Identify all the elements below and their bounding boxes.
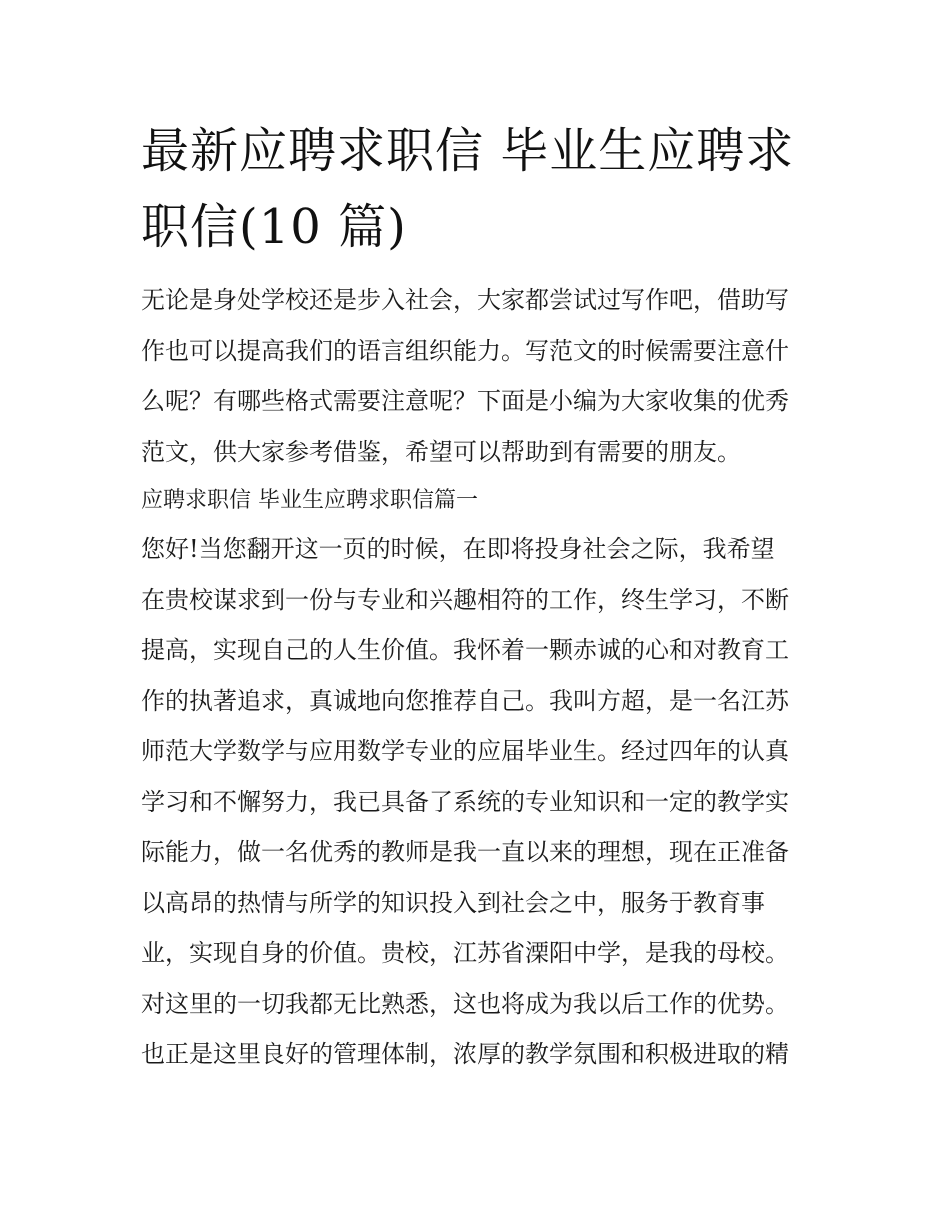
body-line: 以高昂的热情与所学的知识投入到社会之中，服务于教育事 bbox=[141, 888, 765, 917]
body-line: 在贵校谋求到一份与专业和兴趣相符的工作，终生学习，不断 bbox=[141, 585, 789, 614]
title-line: 职信(10 篇) bbox=[141, 199, 407, 255]
body-line: 提高，实现自己的人生价值。我怀着一颗赤诚的心和对教育工 bbox=[141, 636, 789, 664]
title-line: 最新应聘求职信 毕业生应聘求 bbox=[141, 123, 795, 179]
body-line: 您好!当您翻开这一页的时候，在即将投身社会之际，我希望 bbox=[141, 535, 775, 563]
intro-line: 作也可以提高我们的语言组织能力。写范文的时候需要注意什 bbox=[141, 336, 789, 365]
body-line: 师范大学数学与应用数学专业的应届毕业生。经过四年的认真 bbox=[141, 737, 789, 765]
body-line: 际能力，做一名优秀的教师是我一直以来的理想，现在正准备 bbox=[141, 838, 789, 866]
body-line: 作的执著追求，真诚地向您推荐自己。我叫方超，是一名江苏 bbox=[141, 686, 789, 715]
body-line: 业，实现自身的价值。贵校，江苏省溧阳中学，是我的母校。 bbox=[141, 939, 789, 967]
intro-paragraph bbox=[141, 275, 811, 477]
intro-line: 范文，供大家参考借鉴，希望可以帮助到有需要的朋友。 bbox=[141, 437, 741, 466]
body-line: 对这里的一切我都无比熟悉，这也将成为我以后工作的优势。 bbox=[141, 989, 789, 1018]
document-title bbox=[141, 113, 811, 265]
intro-line: 无论是身处学校还是步入社会，大家都尝试过写作吧，借助写 bbox=[141, 286, 789, 314]
body-line: 也正是这里良好的管理体制，浓厚的教学氛围和积极进取的精 bbox=[141, 1040, 789, 1068]
document-content bbox=[141, 113, 811, 1080]
intro-line: 么呢？有哪些格式需要注意呢？下面是小编为大家收集的优秀 bbox=[141, 387, 789, 415]
section-heading: 应聘求职信 毕业生应聘求职信篇一 bbox=[141, 488, 478, 513]
body-line: 学习和不懈努力，我已具备了系统的专业知识和一定的教学实 bbox=[141, 787, 789, 816]
body-paragraph bbox=[141, 524, 811, 1080]
